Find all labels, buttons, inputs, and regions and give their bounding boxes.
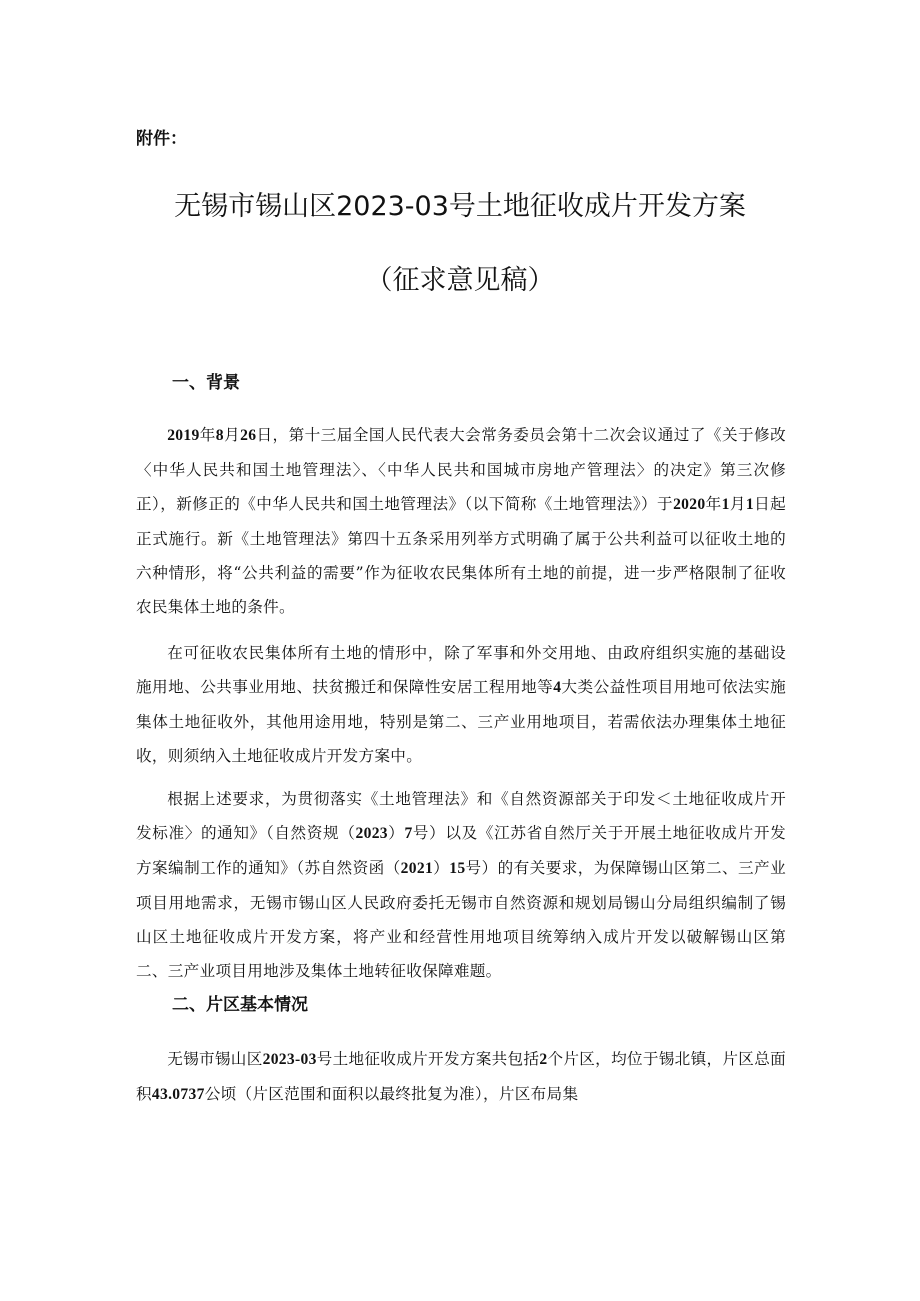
paragraph-background-1: 2019年8月26日，第十三届全国人民代表大会常务委员会第十二次会议通过了《关于修改〈中华人民共和国土地管理法〉、〈中华人民共和国城市房地产管理法〉的决定》第三次修正），新修正的《中华人民共和国土地管理法》（以下简称《土地管理法》）于2020年1月1日起正式施行。新《土地管理法》第四十五条采用列举方式明确了属于公共利益可以征收土地的六种情形，将“公共利益的需要”作为征收农民集体所有土地的前提，进一步严格限制了征收农民集体土地的条件。 (136, 425, 786, 616)
section-heading-area-overview: 二、片区基本情况 (172, 995, 308, 1015)
paragraph-area-overview-1: 无锡市锡山区2023-03号土地征收成片开发方案共包括2个片区，均位于锡北镇，片区总面积43.0737公顷（片区范围和面积以最终批复为准），片区布局集 (136, 1049, 786, 1103)
document-title: 无锡市锡山区2023-03号土地征收成片开发方案 (174, 191, 746, 222)
paragraph-background-2: 在可征收农民集体所有土地的情形中，除了军事和外交用地、由政府组织实施的基础设施用地、公共事业用地、扶贫搬迁和保障性安居工程用地等4大类公益性项目用地可依法实施集体土地征收外，其他用途用地，特别是第二、三产业用地项目，若需依法办理集体土地征收，则须纳入土地征收成片开发方案中。 (136, 643, 786, 765)
attachment-label: 附件： (136, 129, 187, 149)
section-heading-background: 一、背景 (172, 373, 240, 393)
paragraph-background-3: 根据上述要求，为贯彻落实《土地管理法》和《自然资源部关于印发＜土地征收成片开发标准〉的通知》（自然资规（2023）7号）以及《江苏省自然厅关于开展土地征收成片开发方案编制工作的通知》（苏自然资函（2021）15号）的有关要求，为保障锡山区第二、三产业项目用地需求，无锡市锡山区人民政府委托无锡市自然资源和规划局锡山分局组织编制了锡山区土地征收成片开发方案，将产业和经营性用地项目统筹纳入成片开发以破解锡山区第二、三产业项目用地涉及集体土地转征收保障难题。 (136, 789, 786, 980)
document-subtitle: （征求意见稿） (365, 265, 555, 296)
